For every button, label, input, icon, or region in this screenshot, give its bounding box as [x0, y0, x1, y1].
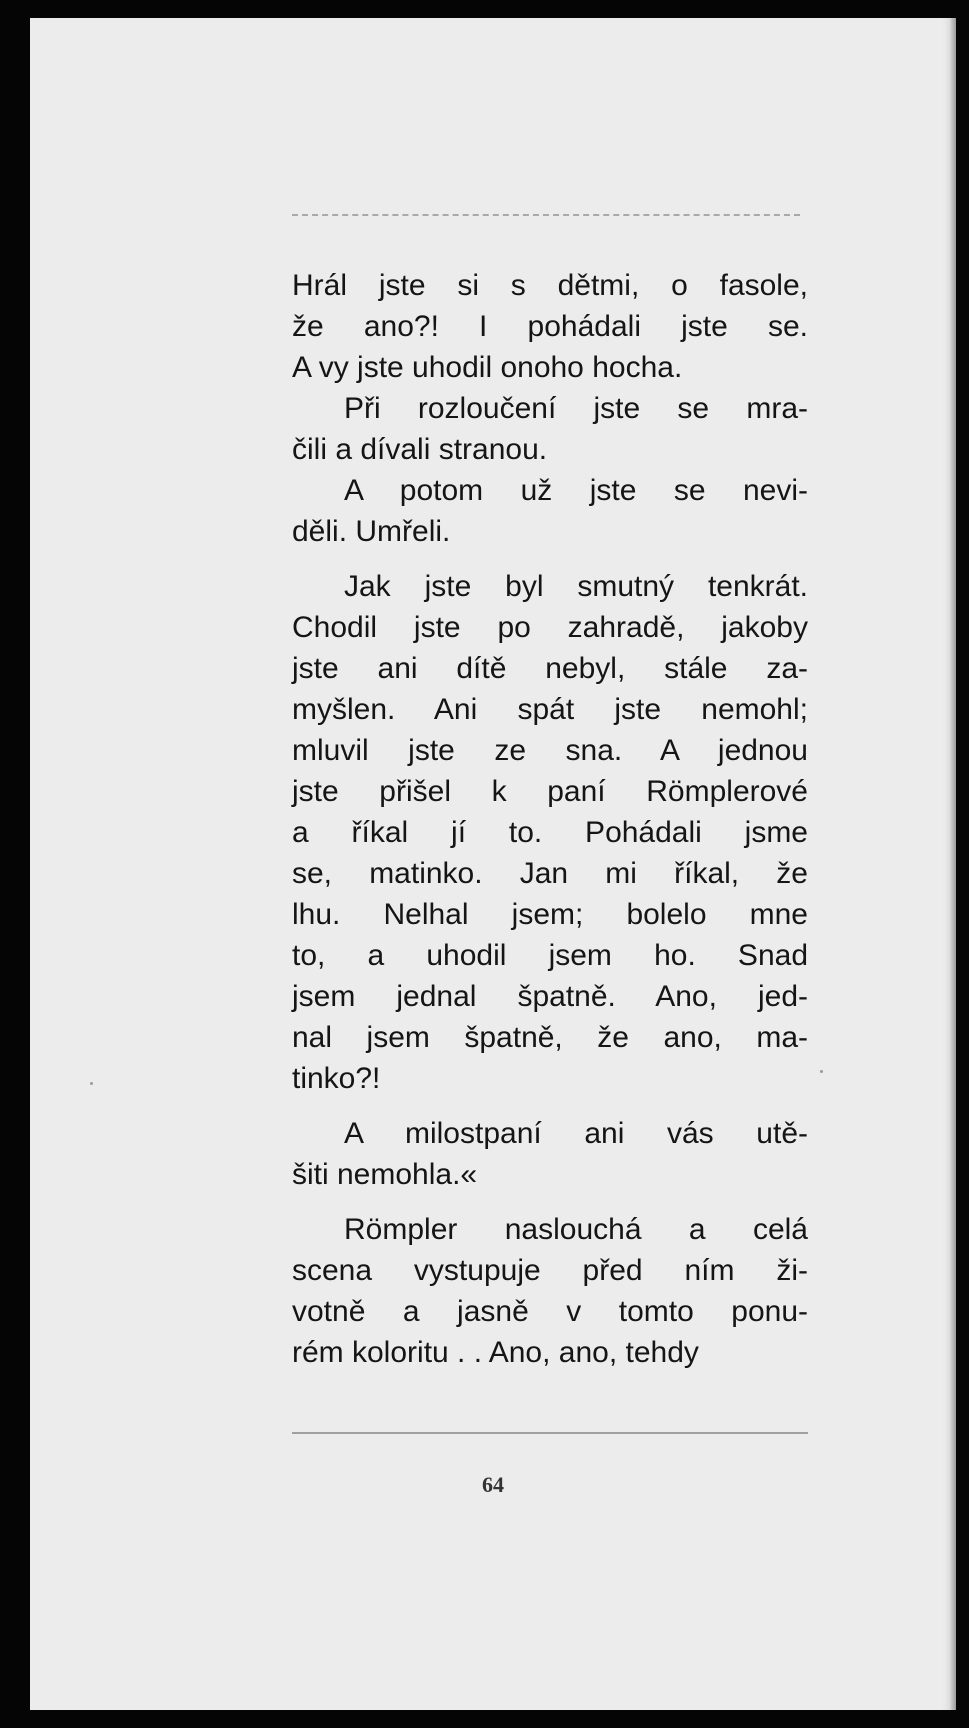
text-line: tinko?!: [292, 1062, 381, 1095]
text-line: jste přišel k paní Römplerové: [292, 775, 808, 808]
body-text: [292, 265, 808, 1373]
text-line: rém koloritu . . Ano, ano, tehdy: [292, 1336, 699, 1369]
paragraph-gap: [292, 1099, 808, 1113]
text-line: myšlen. Ani spát jste nemohl;: [292, 693, 808, 726]
text-line: lhu. Nelhal jsem; bolelo mne: [292, 898, 808, 931]
text-line: se, matinko. Jan mi říkal, že: [292, 857, 808, 890]
paragraph: [292, 470, 808, 552]
paragraph: [292, 265, 808, 388]
header-rule: [292, 214, 800, 216]
text-line: čili a dívali stranou.: [292, 433, 548, 466]
paragraph: [292, 388, 808, 470]
paragraph-gap: [292, 1195, 808, 1209]
text-line: Při rozloučení jste se mra-: [344, 392, 808, 425]
text-line: votně a jasně v tomto ponu-: [292, 1295, 808, 1328]
text-line: že ano?! I pohádali jste se.: [292, 310, 808, 343]
paper-speck: [90, 1082, 93, 1085]
text-line: A milostpaní ani vás utě-: [344, 1117, 808, 1150]
book-page: [30, 18, 956, 1710]
text-line: mluvil jste ze sna. A jednou: [292, 734, 808, 767]
text-line: Römpler naslouchá a celá: [344, 1213, 808, 1246]
paragraph: [292, 1209, 808, 1373]
text-line: Jak jste byl smutný tenkrát.: [344, 570, 808, 603]
text-line: nal jsem špatně, že ano, ma-: [292, 1021, 808, 1054]
text-line: jste ani dítě nebyl, stále za-: [292, 652, 808, 685]
text-line: děli. Umřeli.: [292, 515, 451, 548]
page-number: 64: [482, 1472, 504, 1497]
footer-rule: [292, 1432, 808, 1434]
text-line: A potom už jste se nevi-: [344, 474, 808, 507]
text-line: scena vystupuje před ním ži-: [292, 1254, 808, 1287]
paragraph: [292, 1113, 808, 1195]
text-line: to, a uhodil jsem ho. Snad: [292, 939, 808, 972]
text-line: šiti nemohla.«: [292, 1158, 478, 1191]
paragraph-gap: [292, 552, 808, 566]
text-line: jsem jednal špatně. Ano, jed-: [292, 980, 808, 1013]
text-line: a říkal jí to. Pohádali jsme: [292, 816, 808, 849]
text-line: Chodil jste po zahradě, jakoby: [292, 611, 808, 644]
text-line: Hrál jste si s dětmi, o fasole,: [292, 269, 808, 302]
page-edge-shadow: [950, 18, 956, 1710]
paragraph: [292, 566, 808, 1099]
paper-speck: [820, 1070, 823, 1073]
text-line: A vy jste uhodil onoho hocha.: [292, 351, 683, 384]
